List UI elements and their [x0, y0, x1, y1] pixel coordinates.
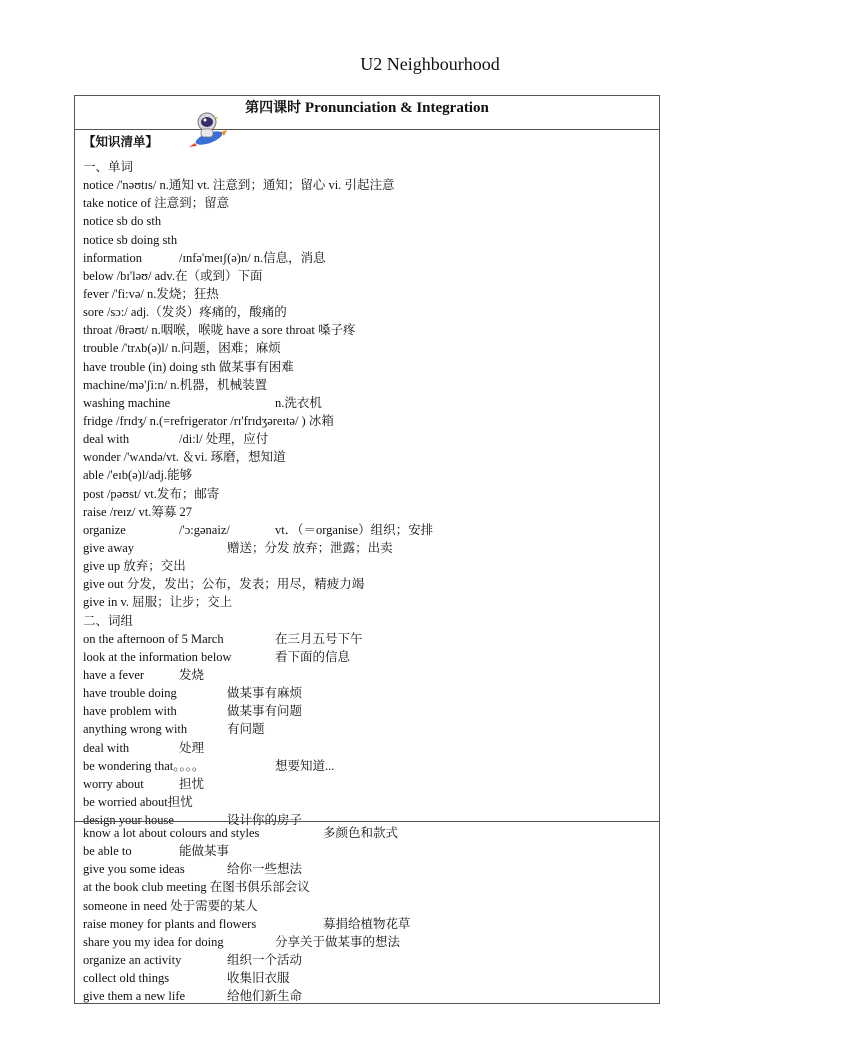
list-item [83, 739, 655, 757]
list-item [83, 285, 655, 303]
list-item [83, 757, 655, 775]
list-item [83, 176, 655, 194]
item-term: take notice of 注意到；留意 [83, 196, 230, 211]
item-term: anything wrong with [83, 722, 188, 737]
list-item [83, 987, 655, 1005]
item-detail: n.洗衣机 [275, 395, 322, 410]
list-item [83, 684, 655, 702]
item-term: deal with [83, 740, 130, 755]
item-term: 二、词组 [83, 613, 134, 628]
item-term: design your house [83, 813, 174, 828]
list-item [83, 969, 655, 987]
list-item [83, 775, 655, 793]
lesson-header [75, 96, 659, 130]
item-term: be wondering that。。。。 [83, 758, 205, 773]
item-term: give away [83, 540, 135, 555]
item-detail: 募捐给植物花草 [323, 916, 411, 931]
list-item [83, 702, 655, 720]
astronaut-rocket-icon [187, 110, 227, 150]
item-detail: 分享关于做某事的想法 [275, 934, 401, 949]
item-detail: 组织一个活动 [227, 952, 303, 967]
item-term: have problem with [83, 704, 177, 719]
list-item [83, 485, 655, 503]
list-item [83, 612, 655, 630]
item-term: notice sb doing sth [83, 232, 178, 247]
item-detail: vt．（＝organise）组织；安排 [275, 522, 434, 537]
list-item [83, 321, 655, 339]
list-item [83, 557, 655, 575]
item-term: someone in need 处于需要的某人 [83, 898, 258, 913]
list-item [83, 249, 655, 267]
list-item [83, 158, 655, 176]
list-item [83, 666, 655, 684]
item-term: 一、单词 [83, 160, 134, 174]
item-term: raise money for plants and flowers [83, 916, 257, 931]
list-item [83, 593, 655, 611]
item-term: notice sb do sth [83, 214, 162, 229]
list-item [83, 915, 655, 933]
document-title: U2 Neighbourhood [360, 54, 500, 74]
item-detail: 处理 [179, 740, 205, 755]
item-detail: 能做某事 [179, 844, 230, 859]
item-term: give you some ideas [83, 862, 185, 877]
item-term: information [83, 250, 143, 265]
lesson-table [74, 95, 660, 828]
item-term: share you my idea for doing [83, 934, 224, 949]
list-item [83, 430, 655, 448]
item-detail: 设计你的房子 [227, 813, 303, 828]
list-item [83, 539, 655, 557]
list-item [83, 466, 655, 484]
phrase-list [83, 824, 655, 1005]
item-term: give up 放弃；交出 [83, 559, 186, 574]
list-item [83, 194, 655, 212]
item-term: raise /reɪz/ vt.筹募 27 [83, 504, 192, 519]
list-item [83, 394, 655, 412]
item-term: at the book club meeting 在图书俱乐部会议 [83, 880, 310, 895]
list-item [83, 376, 655, 394]
item-detail: 担忧 [179, 776, 205, 791]
list-item [83, 824, 655, 842]
item-detail: 给他们新生命 [227, 989, 303, 1004]
item-term: fridge /frɪdʒ/ n.(=refrigerator /rɪ'frɪdʒəreɪtə/ ) 冰箱 [83, 413, 334, 428]
list-item [83, 267, 655, 285]
list-item [83, 231, 655, 249]
item-detail: 做某事有麻烦 [227, 686, 303, 701]
item-detail: /di:l/ 处理，应付 [179, 432, 269, 447]
item-term: able /'eɪb(ə)l/adj.能够 [83, 468, 193, 483]
item-term: be able to [83, 844, 132, 859]
lesson-title-en: Pronunciation & Integration [304, 100, 489, 116]
item-term: give them a new life [83, 989, 186, 1004]
list-item [83, 503, 655, 521]
list-item [83, 358, 655, 376]
item-term: give in v. 屈服；让步；交上 [83, 595, 233, 610]
list-item [83, 951, 655, 969]
list-item [83, 933, 655, 951]
list-item [83, 339, 655, 357]
phrases-table-continued [74, 821, 660, 1004]
item-term: post /pəʊst/ vt.发布；邮寄 [83, 486, 220, 501]
list-item [83, 878, 655, 896]
item-term: organize an activity [83, 952, 182, 967]
item-detail: 做某事有问题 [227, 704, 303, 719]
item-term: look at the information below [83, 649, 232, 664]
list-item [83, 575, 655, 593]
item-term: have trouble doing [83, 686, 177, 701]
list-item [83, 521, 655, 539]
list-item [83, 720, 655, 738]
list-item [83, 412, 655, 430]
item-term: have a fever [83, 667, 145, 682]
item-detail: 收集旧衣服 [227, 971, 290, 986]
item-term: washing machine [83, 395, 171, 410]
section-label: 【知识清单】 [83, 134, 159, 149]
list-item [83, 212, 655, 230]
knowledge-list [83, 158, 655, 829]
list-item [83, 448, 655, 466]
item-term: fever /'fi:və/ n.发烧；狂热 [83, 286, 219, 301]
item-term: wonder /'wʌndə/vt. ＆vi. 琢磨，想知道 [83, 450, 286, 465]
item-term: know a lot about colours and styles [83, 826, 260, 840]
list-item [83, 860, 655, 878]
item-term: have trouble (in) doing sth 做某事有困难 [83, 359, 294, 374]
item-detail: /ɪnfə'meɪʃ(ə)n/ n.信息，消息 [179, 250, 326, 265]
item-term: be worried about担忧 [83, 794, 193, 809]
item-term: organize [83, 522, 126, 537]
list-item [83, 630, 655, 648]
item-detail: /'ɔ:gənaiz/ [179, 522, 230, 537]
list-item [83, 842, 655, 860]
list-item [83, 303, 655, 321]
item-detail: 看下面的信息 [275, 649, 351, 664]
item-detail: 赠送；分发 放弃；泄露；出卖 [227, 540, 393, 555]
item-term: below /bɪ'ləʊ/ adv.在（或到）下面 [83, 268, 263, 283]
item-detail: 有问题 [227, 722, 265, 737]
item-detail: 多颜色和款式 [323, 826, 399, 840]
lesson-title-cn: 第四课时 [245, 100, 302, 116]
item-detail: 在三月五号下午 [275, 631, 363, 646]
item-term: give out 分发，发出；公布，发表；用尽，精疲力竭 [83, 577, 365, 592]
list-item [83, 793, 655, 811]
item-term: throat /θrəʊt/ n.咽喉，喉咙 have a sore throat 嗓子疼 [83, 323, 356, 338]
item-term: sore /sɔ:/ adj.（发炎）疼痛的，酸痛的 [83, 305, 287, 320]
item-term: worry about [83, 776, 144, 791]
item-term: on the afternoon of 5 March [83, 631, 224, 646]
item-detail: 想要知道... [275, 758, 335, 773]
list-item [83, 648, 655, 666]
item-detail: 发烧 [179, 667, 205, 682]
item-term: deal with [83, 432, 130, 447]
list-item [83, 897, 655, 915]
item-detail: 给你一些想法 [227, 862, 303, 877]
item-term: trouble /'trʌb(ə)l/ n.问题，困难；麻烦 [83, 341, 281, 356]
item-term: machine/mə'ʃi:n/ n.机器，机械装置 [83, 377, 268, 392]
item-term: notice /'nəʊtɪs/ n.通知 vt. 注意到；通知；留心 vi. 引起注意 [83, 178, 395, 193]
item-term: collect old things [83, 971, 170, 986]
